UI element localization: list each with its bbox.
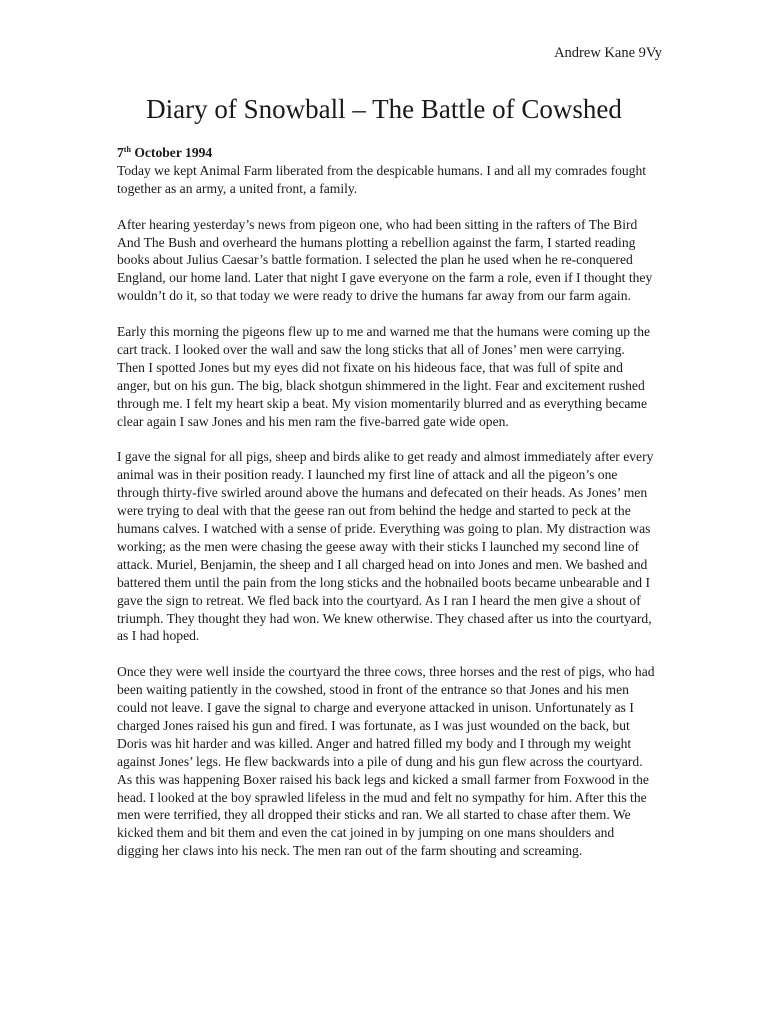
paragraph-morning: Early this morning the pigeons flew up to me and warned me that the humans were coming up the cart track. I looked over the wall and saw the long sticks that all of Jones’ men were carrying. Then I spotted Jones but my eyes did not fixate on his hideous face, that was full of spite and anger, but on his gun. The big, black shotgun shimmered in the light. Fear and excitement rushed through me. I felt my heart skip a beat. My vision momentarily blurred and as everything became clear again I saw Jones and his men ram the five-barred gate wide open. <box>117 324 651 429</box>
paragraph-preparation: After hearing yesterday’s news from pigeon one, who had been sitting in the rafters of The Bird And The Bush and overheard the humans plotting a rebellion against the farm, I started reading books about Julius Caesar’s battle formation. I selected the plan he used when he re-conquered England, our home land. Later that night I gave everyone on the farm a role, even if I thought they wouldn’t do it, so that today we were ready to drive the humans far away from our farm again. <box>117 216 653 304</box>
date-month-year: October 1994 <box>130 145 213 160</box>
diary-date <box>117 144 655 162</box>
date-suffix: th <box>123 145 131 154</box>
document-body <box>117 144 655 878</box>
date-day: 7 <box>117 145 124 160</box>
document-title: Diary of Snowball – The Battle of Cowshed <box>146 94 622 124</box>
paragraph-courtyard: Once they were well inside the courtyard the three cows, three horses and the rest of pigs, who had been waiting patiently in the cowshed, stood in front of the entrance so that Jones and his men could not leave. I gave the signal to charge and everyone attacked in unison. Unfortunately as I charged Jones raised his gun and fired. I was fortunate, as I was just wounded on the back, but Doris was hit harder and was killed. Anger and hatred filled my body and I through my weight against Jones’ legs. He flew backwards into a pile of dung and his gun flew across the courtyard. As this was happening Boxer raised his back legs and kicked a small farmer from Foxwood in the head. I looked at the boy sprawled lifeless in the mud and felt no sympathy for him. After this the men were terrified, they all dropped their sticks and ran. We all started to chase after them. We kicked them and bit them and even the cat joined in by jumping on one mans shoulders and digging her claws into his neck. The men ran out of the farm shouting and screaming. <box>117 664 655 859</box>
author-line: Andrew Kane 9Vy <box>554 45 662 61</box>
paragraph-intro: Today we kept Animal Farm liberated from the despicable humans. I and all my comrades fought together as an army, a united front, a family. <box>117 162 647 196</box>
paragraph-attack: I gave the signal for all pigs, sheep and birds alike to get ready and almost immediately after every animal was in their position ready. I launched my first line of attack and all the pigeon’s one through thirty-five swirled around above the humans and defecated on their heads. As Jones’ men were trying to deal with that the geese ran out from behind the hedge and started to peck at the humans calves. I watched with a sense of pride. Everything was going to plan. My distraction was working; as the men were chasing the geese away with their sticks I launched my second line of attack. Muriel, Benjamin, the sheep and I all charged head on into Jones and men. We bashed and battered them until the pain from the long sticks and the hobnailed boots became unbearable and I gave the sign to retreat. We fled back into the courtyard. As I ran I heard the men give a shout of triumph. They thought they had won. We knew otherwise. They chased after us into the courtyard, as I had hoped. <box>117 449 654 644</box>
